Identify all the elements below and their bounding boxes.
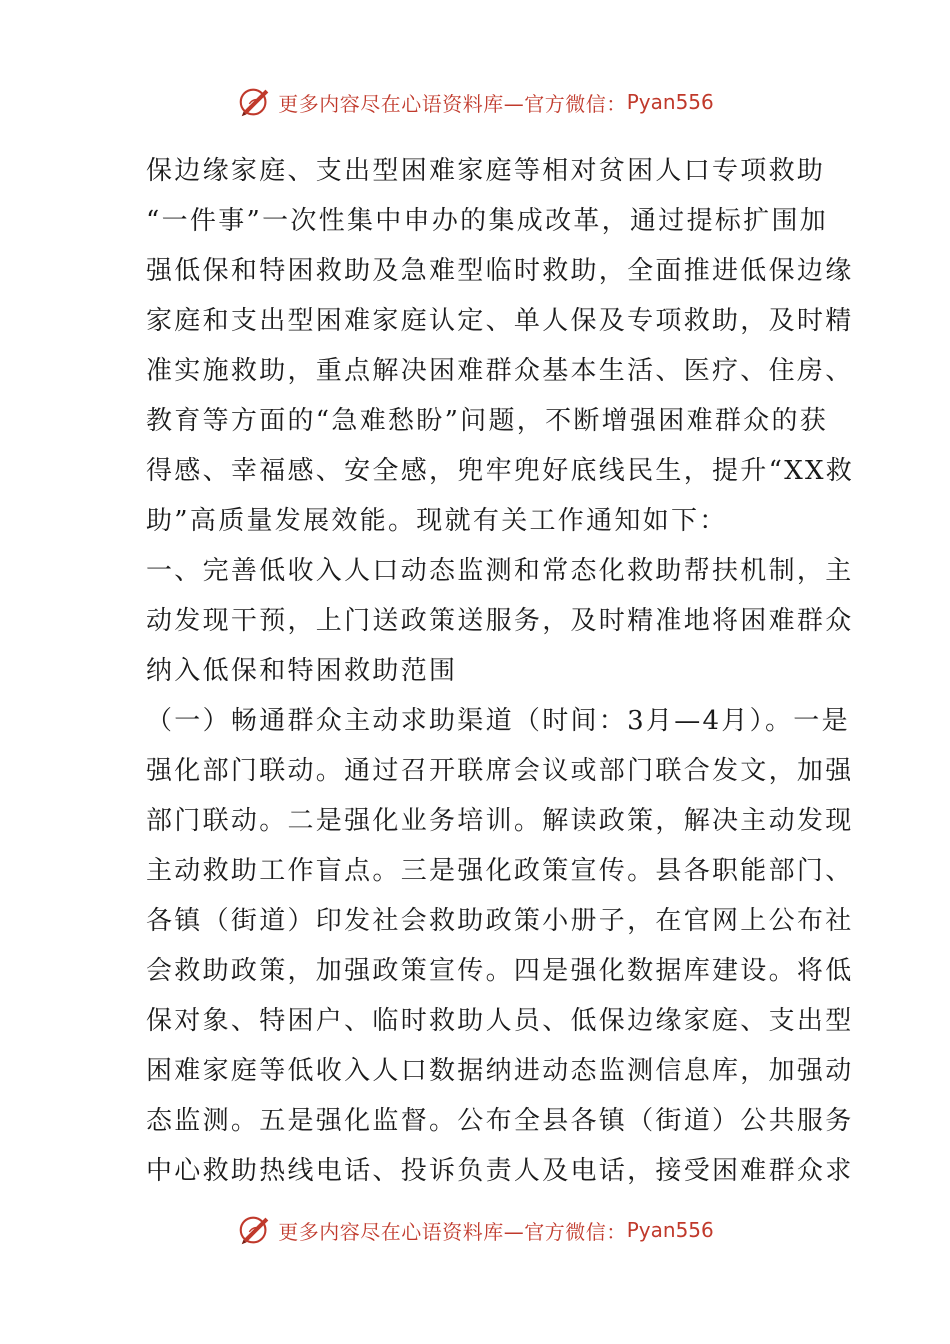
body-line: 助”高质量发展效能。现就有关工作通知如下：	[146, 506, 728, 536]
body-line: 得感、幸福感、安全感，兜牢兜好底线民生，提升“XX救	[146, 456, 855, 486]
watermark-banner-bottom	[0, 1208, 950, 1252]
body-line: 教育等方面的“急难愁盼”问题，不断增强困难群众的获	[146, 406, 829, 436]
body-line: 中心救助热线电话、投诉负责人及电话，接受困难群众求	[146, 1156, 854, 1186]
watermark-banner-top	[0, 80, 950, 124]
body-line: （一）畅通群众主动求助渠道（时间：3月—4月）。一是	[146, 706, 850, 736]
body-line: 会救助政策，加强政策宣传。四是强化数据库建设。将低	[146, 956, 854, 986]
body-line: 态监测。五是强化监督。公布全县各镇（街道）公共服务	[146, 1106, 854, 1136]
watermark-text: 更多内容尽在心语资料库—官方微信：	[278, 1219, 627, 1244]
wechat-id: Pyan556	[626, 90, 714, 114]
body-line: 强化部门联动。通过召开联席会议或部门联合发文，加强	[146, 756, 854, 786]
body-line: 强低保和特困救助及急难型临时救助，全面推进低保边缘	[146, 256, 854, 286]
body-line: 准实施救助，重点解决困难群众基本生活、医疗、住房、	[146, 356, 854, 386]
body-line: 一、完善低收入人口动态监测和常态化救助帮扶机制，主	[146, 556, 854, 586]
body-line: “一件事”一次性集中申办的集成改革，通过提标扩围加	[146, 206, 829, 236]
document-body	[146, 146, 855, 1196]
body-line: 困难家庭等低收入人口数据纳进动态监测信息库，加强动	[146, 1056, 854, 1086]
body-line: 动发现干预，上门送政策送服务，及时精准地将困难群众	[146, 606, 854, 636]
body-line: 主动救助工作盲点。三是强化政策宣传。县各职能部门、	[146, 856, 854, 886]
pen-circle-logo-icon	[236, 83, 274, 121]
body-line: 部门联动。二是强化业务培训。解读政策，解决主动发现	[146, 806, 854, 836]
body-line: 保边缘家庭、支出型困难家庭等相对贫困人口专项救助	[146, 156, 826, 186]
wechat-id: Pyan556	[626, 1218, 714, 1242]
watermark-text: 更多内容尽在心语资料库—官方微信：	[278, 91, 627, 116]
body-line: 保对象、特困户、临时救助人员、低保边缘家庭、支出型	[146, 1006, 854, 1036]
body-line: 纳入低保和特困救助范围	[146, 656, 458, 686]
body-line: 家庭和支出型困难家庭认定、单人保及专项救助，及时精	[146, 306, 854, 336]
pen-circle-logo-icon	[236, 1211, 274, 1249]
body-line: 各镇（街道）印发社会救助政策小册子，在官网上公布社	[146, 906, 854, 936]
